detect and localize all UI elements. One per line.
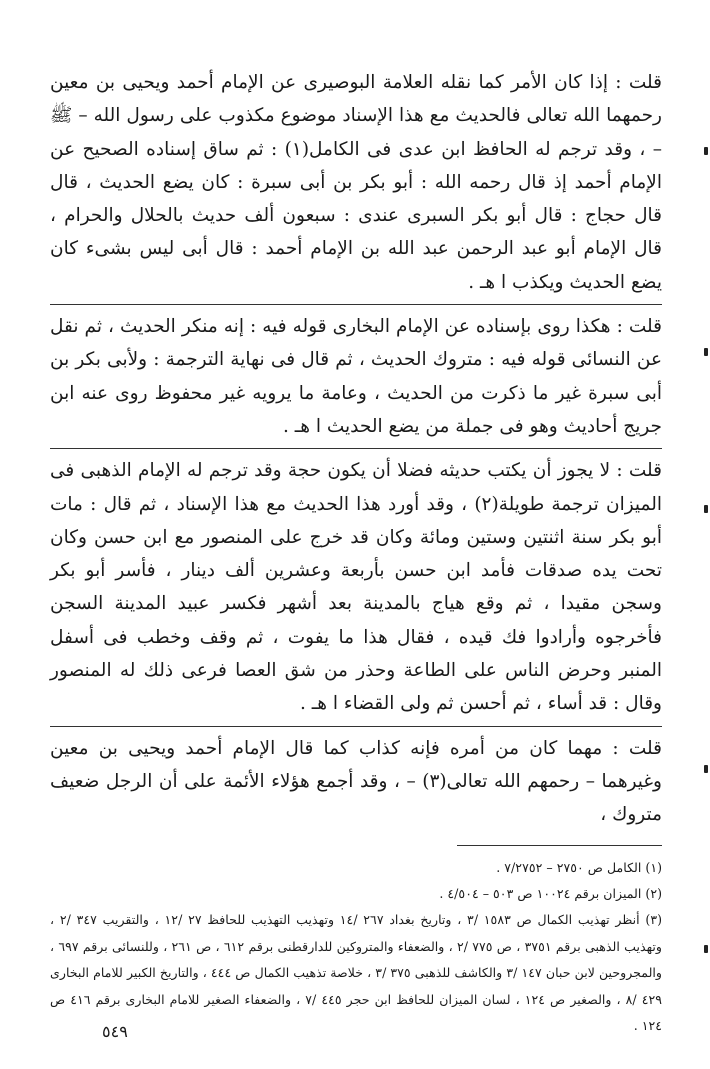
paragraph-1: قلت : إذا كان الأمر كما نقله العلامة البوصيرى عن الإمام أحمد ويحيى بن معين رحمهما الله تعالى فالحديث مع هذا الإسناد موضوع مكذوب على رسول الله – ﷺ – ، وقد ترجم له الحافظ ابن عدى فى الكامل(١) : ثم ساق إسناده الصحيح عن الإمام أحمد إذ قال رحمه الله : أبو بكر بن أبى سبرة : كان يضع الحديث ، قال قال حجاج : قال أبو بكر السبرى عندى : سبعون ألف حديث بالحلال والحرام ، قال الإمام أبو عبد الرحمن عبد الله بن الإمام أحمد : قال أبى ليس بشىء كان يضع الحديث ويكذب ا هـ .: [50, 72, 663, 293]
paragraph-4: قلت : مهما كان من أمره فإنه كذاب كما قال الإمام أحمد ويحيى بن معين وغيرهما – رحمهم الله تعالى(٣) – ، وقد أجمع هؤلاء الأئمة على أن الرجل ضعيف متروك ،: [50, 737, 662, 826]
margin-mark: [704, 505, 708, 513]
paragraph-3: قلت : لا يجوز أن يكتب حديثه فضلا أن يكون حجة وقد ترجم له الإمام الذهبى فى الميزان ترجمة طويلة(٢) ، وقد أورد هذا الحديث مع هذا الإسناد ، ثم قال : مات أبو بكر سنة اثنتين وستين ومائة وكان قد خرج على المنصور مع ابن حسن وكان تحت يده صدقات فأمد ابن حسن بأربعة وعشرين ألف دينار ، فأسر أبو بكر وسجن مقيدا ، ثم وقع هياج بالمدينة بعد أشهر فكسر عبيد المدينة السجن فأخرجوه وأرادوا فك قيده ، فقال هذا ما يفوت ، ثم وقف وخطب فى أسفل المنبر وحرض الناس على الطاعة وحذر من شق العصا فرعى ذلك له المنصور وقال : قد أساء ، ثم أحسن ثم ولى القضاء ا هـ .: [50, 460, 662, 715]
footnote-2: (٢) الميزان برقم ١٠٠٢٤ ص ٥٠٣ – ٤/٥٠٤ .: [439, 885, 662, 901]
page-number: ٥٤٩: [102, 1022, 128, 1041]
paragraph-divider: [50, 304, 662, 305]
footnote-3: (٣) أنظر تهذيب الكمال ص ١٥٨٣ /٣ ، وتاريخ بغداد ٢٦٧ /١٤ وتهذيب التهذيب للحافظ ٢٧ /١٢ ، والتقريب ٣٤٧ /٢ ، وتهذيب الذهبى برقم ٣٧٥١ ، ص ٧٧٥ /٢ ، والضعفاء والمتروكين للدارقطنى برقم ٦١٢ ، ص ٢٦١ ، وللنسائى برقم ٦٩٧ ، والمجروحين لابن حبان ١٤٧ /٣ والكاشف للذهبى ٣٧٥ /٣ ، خلاصة تذهيب الكمال ص ٤٤٤ ، والتاريخ الكبير للامام البخارى ٤٢٩ /٨ ، والصغير ص ١٢٤ ، لسان الميزان للحافظ ابن حجر ٤٤٥ /٧ ، والضعفاء الصغير للامام البخارى برقم ٤١٦ ص ١٢٤ .: [50, 912, 663, 1033]
margin-mark: [704, 147, 708, 155]
footnote-rule: [457, 845, 662, 846]
paragraph-divider: [50, 448, 662, 449]
margin-mark: [704, 765, 708, 773]
footnote-1: (١) الكامل ص ٢٧٥٠ – ٧/٢٧٥٢ .: [496, 859, 662, 875]
page-content: [50, 66, 662, 1039]
margin-mark: [704, 348, 708, 356]
margin-mark: [704, 945, 708, 953]
paragraph-2: قلت : هكذا روى بإسناده عن الإمام البخارى قوله فيه : إنه منكر الحديث ، ثم نقل عن النسائى قوله فيه : متروك الحديث ، ثم قال فى نهاية الترجمة : ولأبى بكر بن أبى سبرة غير ما ذكرت من الحديث ، وعامة ما يرويه غير محفوظ روى عنه ابن جريج أحاديث وهو فى جملة من يضع الحديث ا هـ .: [50, 316, 662, 437]
paragraph-divider: [50, 726, 662, 727]
